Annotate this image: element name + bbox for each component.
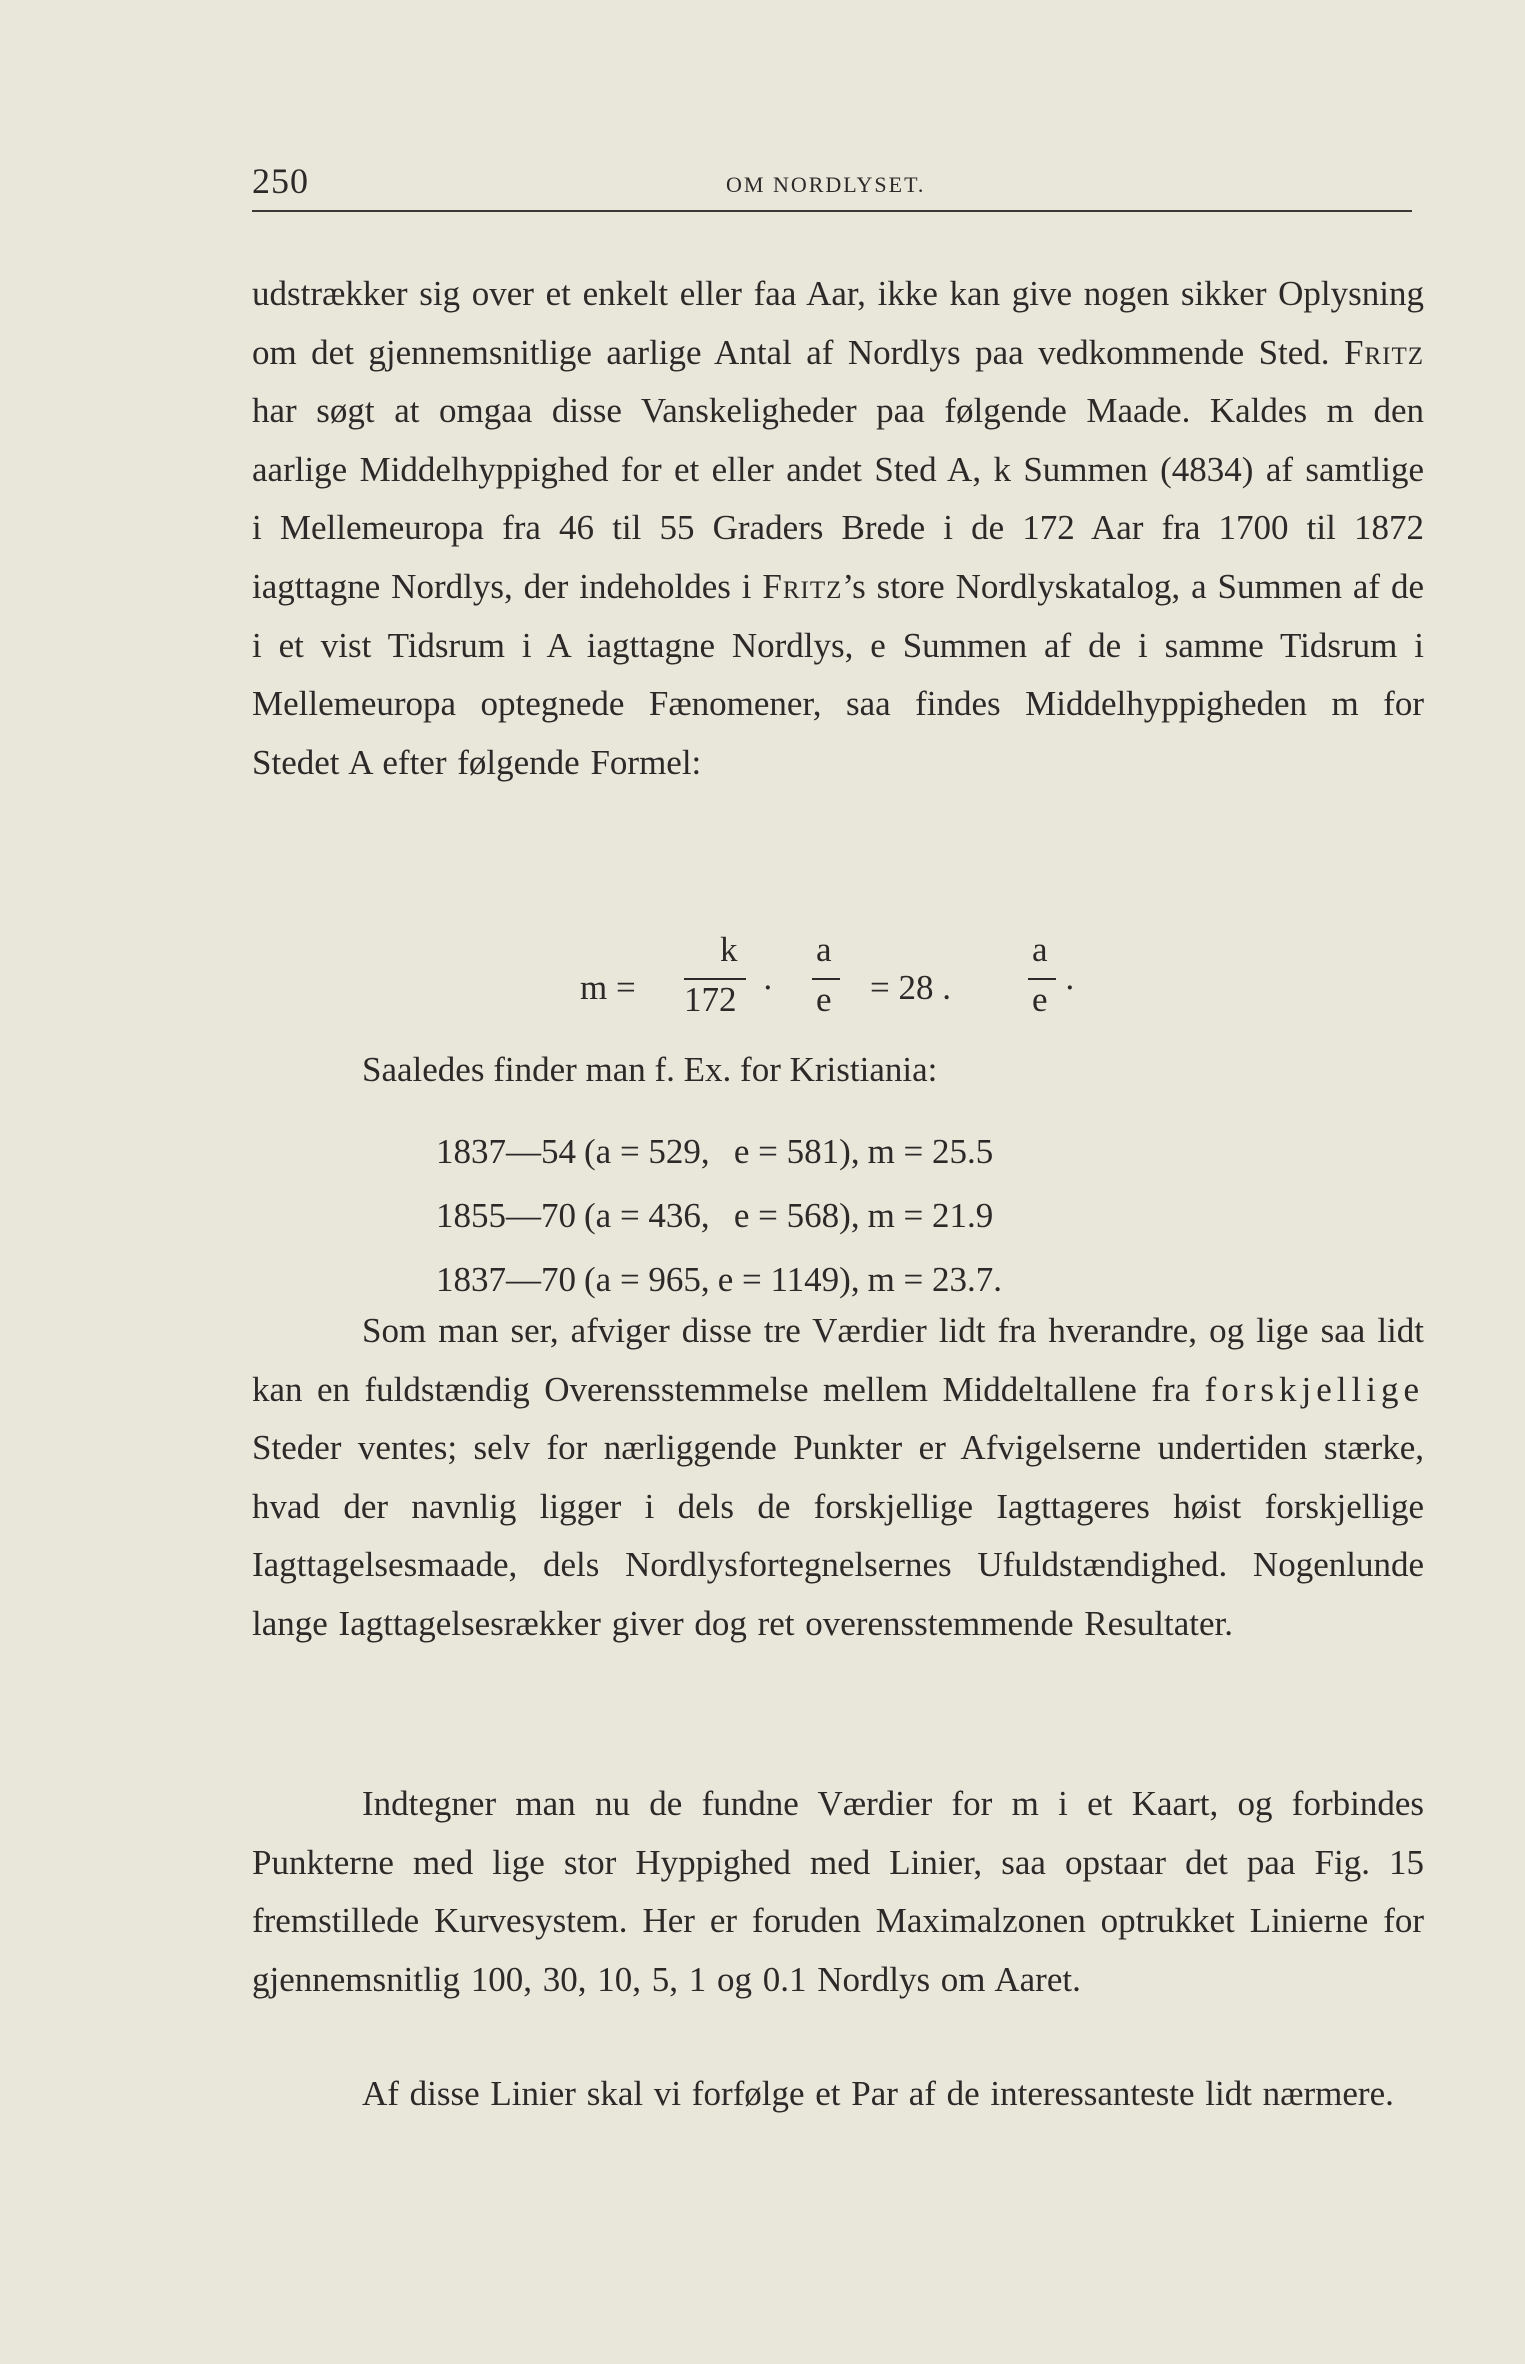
formula-end-dot: · (1064, 968, 1076, 1007)
formula-denominator-e-2: e (1032, 980, 1048, 1019)
page-number: 250 (252, 161, 309, 201)
author-name-fritz: Fritz (1343, 332, 1424, 372)
value-m: m = 25.5 (867, 1132, 994, 1171)
value-a: (a = 965, (584, 1260, 710, 1299)
paragraph-2 (252, 1302, 1424, 1654)
paragraph-1-text-a: udstrækker sig over et enkelt eller faa Aar, ikke kan give nogen sikker Oplysning om det gjennemsnitlige aarlige Antal af Nordlys paa vedkommende Sted. (252, 274, 1424, 372)
formula-rhs: = 28 . (870, 968, 951, 1007)
formula-numerator-a-2: a (1032, 930, 1048, 969)
formula-lhs: m = (580, 968, 636, 1007)
formula-denominator-172: 172 (684, 980, 737, 1019)
page-header (252, 160, 1412, 212)
running-title: OM NORDLYSET. (726, 172, 926, 197)
period: 1837—54 (436, 1132, 576, 1171)
value-e: e = 1149), (717, 1260, 860, 1299)
value-e: e = 568), (733, 1196, 860, 1235)
paragraph-4: Af disse Linier skal vi forfølge et Par af de interessanteste lidt nærmere. (362, 2074, 1394, 2113)
paragraph-1 (252, 265, 1424, 792)
table-row (436, 1120, 1010, 1184)
example-table (436, 1120, 1010, 1312)
paragraph-2-text-a: Som man ser, afviger disse tre Værdier lidt fra hverandre, og lige saa lidt kan en fuldstændig Overensstemmelse mellem Middeltallene fra (252, 1311, 1424, 1409)
formula-denominator-e: e (816, 980, 832, 1019)
paragraph-3: Indtegner man nu de fundne Værdier for m i et Kaart, og forbindes Punkterne med lige stor Hyppighed med Linier, saa opstaar det paa Fig. 15 fremstillede Kurvesystem. Her er foruden Maximalzonen optrukket Linierne for gjennemsnitlig 100, 30, 10, 5, 1 og 0.1 Nordlys om Aaret. (252, 1784, 1424, 1999)
period: 1855—70 (436, 1196, 576, 1235)
period: 1837—70 (436, 1260, 576, 1299)
paragraph-1-text-b: har søgt at omgaa disse Vanskeligheder paa følgende Maade. Kaldes m den aarlige Middelhyppighed for et eller andet Sted A, k Summen (4834) af samtlige i Mellemeuropa fra 46 til 55 Graders Brede i de 172 Aar fra 1700 til 1872 iagttagne Nordlys, der indeholdes i (252, 391, 1424, 606)
paragraph-2-text-b: Steder ventes; selv for nærliggende Punkter er Afvigelserne undertiden stærke, hvad der navnlig ligger i dels de forskjellige Iagttageres høist forskjellige Iagttagelsesmaade, dels Nordlysfortegnelsernes Ufuldstændighed. Nogenlunde lange Iagttagelsesrækker giver dog ret overensstemmende Resultater. (252, 1428, 1424, 1643)
value-m: m = 21.9 (867, 1196, 994, 1235)
value-a: (a = 436, (584, 1196, 710, 1235)
author-name-fritz-2: Fritz (762, 566, 843, 606)
formula-numerator-a: a (816, 930, 832, 969)
table-row (436, 1184, 1010, 1248)
example-intro: Saaledes finder man f. Ex. for Kristiania: (362, 1050, 938, 1089)
emphasized-word: forskjellige (1204, 1369, 1424, 1409)
value-e: e = 581), (733, 1132, 860, 1171)
value-m: m = 23.7. (867, 1260, 1003, 1299)
paragraph-1-text-c: ’s store Nordlyskatalog, a Summen af de i et vist Tidsrum i A iagttagne Nordlys, e Summen af de i samme Tidsrum i Mellemeuropa optegnede Fænomener, saa findes Middelhyppigheden m for Stedet A efter følgende Formel: (252, 566, 1424, 782)
formula-dot: · (762, 968, 774, 1007)
value-a: (a = 529, (584, 1132, 710, 1171)
formula-numerator-k: k (720, 930, 738, 969)
formula (580, 930, 1100, 1040)
